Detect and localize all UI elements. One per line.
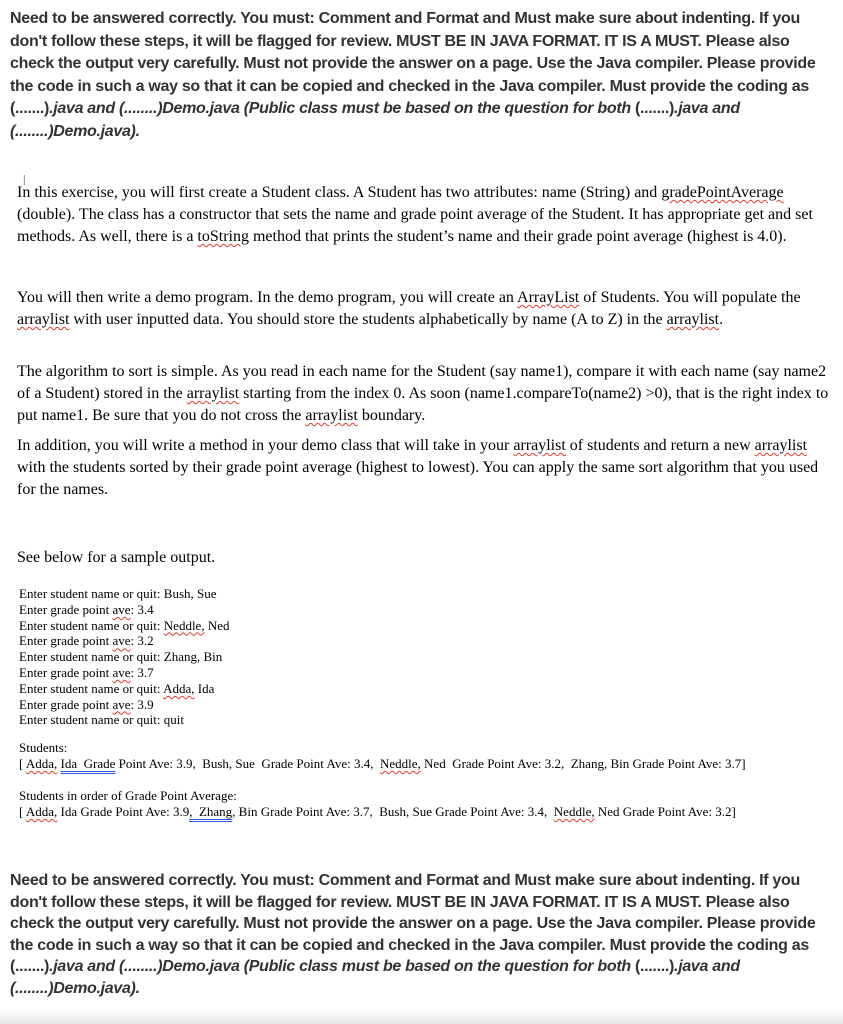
assignment-instructions-top: [10, 8, 834, 143]
text-segment: : 3.4: [130, 601, 154, 617]
spell-error-text: ave: [112, 664, 131, 680]
text-segment: Ida Grade Point Ave: 3.9: [57, 804, 190, 819]
text-segment: (.......): [634, 100, 675, 117]
text-segment: : 3.2: [130, 633, 154, 649]
text-segment: Enter grade point: [19, 664, 113, 680]
exercise-paragraph-student-class: [17, 182, 833, 248]
exercise-paragraph-gpa-sort-method: [17, 435, 833, 501]
text-segment: method that prints the student’s name and their grade point average (highest is 4.0).: [248, 228, 787, 245]
text-segment: with user inputted data. You should store the students alphabetically by name (A to Z) in the: [69, 311, 667, 328]
text-segment: starting from the index 0. As soon (name1.compareTo(name2) >0), that is the right index to put name1. Be sure that you do not cross the: [17, 385, 833, 424]
output-line: [19, 649, 230, 665]
spell-error-text: arraylist: [186, 385, 240, 402]
spell-error-text: Neddle,: [553, 804, 595, 819]
text-segment: boundary.: [357, 407, 426, 424]
spell-error-text: ave: [112, 696, 131, 712]
text-segment: : 3.9: [130, 696, 154, 712]
text-segment: Enter student name or quit:: [19, 680, 164, 696]
spell-error-text: arraylist: [17, 311, 70, 328]
students-list-sorted: [19, 788, 736, 820]
text-segment: In this exercise, you will first create a Student class. A Student has two attributes: name (String) and: [17, 184, 662, 201]
text-segment: with the students sorted by their grade point average (highest to lowest). You can apply the same sort algorithm that you used for the names.: [17, 437, 823, 498]
output-line: [19, 712, 230, 728]
exercise-paragraph-demo-program: [17, 287, 833, 331]
italic-text: .java and (........)Demo.java).: [10, 100, 744, 140]
output-line: [19, 602, 230, 618]
output-line: [19, 618, 230, 634]
text-segment: : 3.7: [130, 664, 154, 680]
text-segment: (double). The class has a constructor that sets the name and grade point average of the Student. It has appropriate get and set methods. As well, there is a: [17, 184, 817, 245]
grammar-error-text: Ida Grade: [60, 756, 116, 771]
text-segment: Enter student name or quit:: [19, 617, 164, 633]
text-segment: Need to be answered correctly. You must: Comment and Format and Must make sure about indenting. If you don't follow these steps, it will be flagged for review. MUST BE IN JAVA FORMAT. IT IS A MUST. Please also check the output very carefully. Must not provide the answer on a page. Use the Java compiler. Please provide the code in such a way so that it can be copied and checked in the Java compiler. Must provide the coding as (.......): [10, 10, 820, 117]
text-segment: Enter grade point: [19, 696, 113, 712]
output-line: [19, 740, 746, 756]
text-segment: [: [19, 756, 26, 771]
text-segment: Ida: [194, 680, 215, 696]
italic-text: .java and (........)Demo.java (Public class must be based on the question for both: [49, 100, 635, 117]
output-line: [19, 788, 736, 804]
text-segment: Enter student name or quit: Zhang, Bin: [19, 649, 223, 665]
spell-error-text: arraylist: [305, 407, 358, 424]
spell-error-text: Adda,: [163, 680, 195, 696]
text-segment: Point Ave: 3.9, Bush, Sue Grade Point Ave: 3.4,: [115, 756, 380, 771]
text-segment: Students in order of Grade Point Average:: [19, 788, 237, 803]
text-segment: Enter grade point: [19, 633, 113, 649]
text-segment: Enter student name or quit: Bush, Sue: [19, 586, 217, 601]
text-segment: .: [719, 311, 724, 328]
text-segment: Ned: [204, 617, 230, 633]
spell-error-text: ArrayList: [517, 289, 580, 306]
output-line: [19, 681, 230, 697]
spell-error-text: ave: [112, 633, 131, 649]
text-segment: , Bin Grade Point Ave: 3.7, Bush, Sue Grade Point Ave: 3.4,: [232, 804, 554, 819]
text-segment: In addition, you will write a method in your demo class that will take in your: [17, 437, 514, 454]
text-segment: Ned Grade Point Ave: 3.2]: [594, 804, 736, 819]
spell-error-text: arraylist: [513, 437, 566, 454]
output-line: [19, 756, 746, 772]
output-line: [19, 586, 230, 602]
output-line: [19, 697, 230, 713]
output-line: [19, 804, 736, 820]
spell-error-text: arraylist: [666, 311, 720, 328]
text-cursor: |: [23, 172, 26, 186]
spell-error-text: ave: [112, 601, 131, 617]
output-line: [19, 665, 230, 681]
spell-error-text: arraylist: [754, 437, 808, 454]
text-segment: of students and return a new: [565, 437, 755, 454]
exercise-paragraph-sort-algorithm: [17, 361, 833, 427]
spell-error-text: Neddle,: [163, 617, 205, 633]
spell-error-text: gradePointAverage: [661, 184, 784, 201]
text-segment: The algorithm to sort is simple. As you read in each name for the Student (say name1), compare it with each name (say name2 of a Student) stored in the: [17, 363, 831, 402]
text-segment: You will then write a demo program. In the demo program, you will create an: [17, 289, 518, 306]
grammar-error-text: , Zhang: [189, 804, 233, 819]
spell-error-text: Adda,: [25, 756, 58, 771]
sample-output-intro: See below for a sample output.: [17, 549, 216, 566]
spell-error-text: Adda,: [25, 804, 58, 819]
italic-text: .java and (........)Demo.java).: [10, 958, 744, 997]
students-list-unsorted: [19, 740, 746, 772]
text-segment: Enter student name or quit: quit: [19, 712, 184, 728]
text-segment: [: [19, 804, 26, 819]
text-segment: Enter grade point: [19, 601, 113, 617]
output-line: [19, 633, 230, 649]
text-segment: Ned Grade Point Ave: 3.2, Zhang, Bin Grade Point Ave: 3.7]: [420, 756, 746, 771]
spell-error-text: Neddle,: [379, 756, 421, 771]
spell-error-text: toString: [197, 228, 249, 245]
text-segment: Need to be answered correctly. You must: Comment and Format and Must make sure about indenting. If you don't follow these steps, it will be flagged for review. MUST BE IN JAVA FORMAT. IT IS A MUST. Please also check the output very carefully. Must not provide the answer on a page. Use the Java compiler. Please provide the code in such a way so that it can be copied and checked in the Java compiler. Must provide the coding as (.......): [10, 872, 820, 975]
text-segment: (.......): [634, 958, 675, 975]
text-segment: of Students. You will populate the: [579, 289, 805, 306]
italic-text: .java and (........)Demo.java (Public class must be based on the question for both: [49, 958, 635, 975]
page-bottom-edge: [0, 1010, 843, 1024]
text-segment: Students:: [19, 740, 68, 755]
assignment-instructions-bottom: [10, 870, 834, 999]
console-sample-output: [19, 586, 230, 728]
